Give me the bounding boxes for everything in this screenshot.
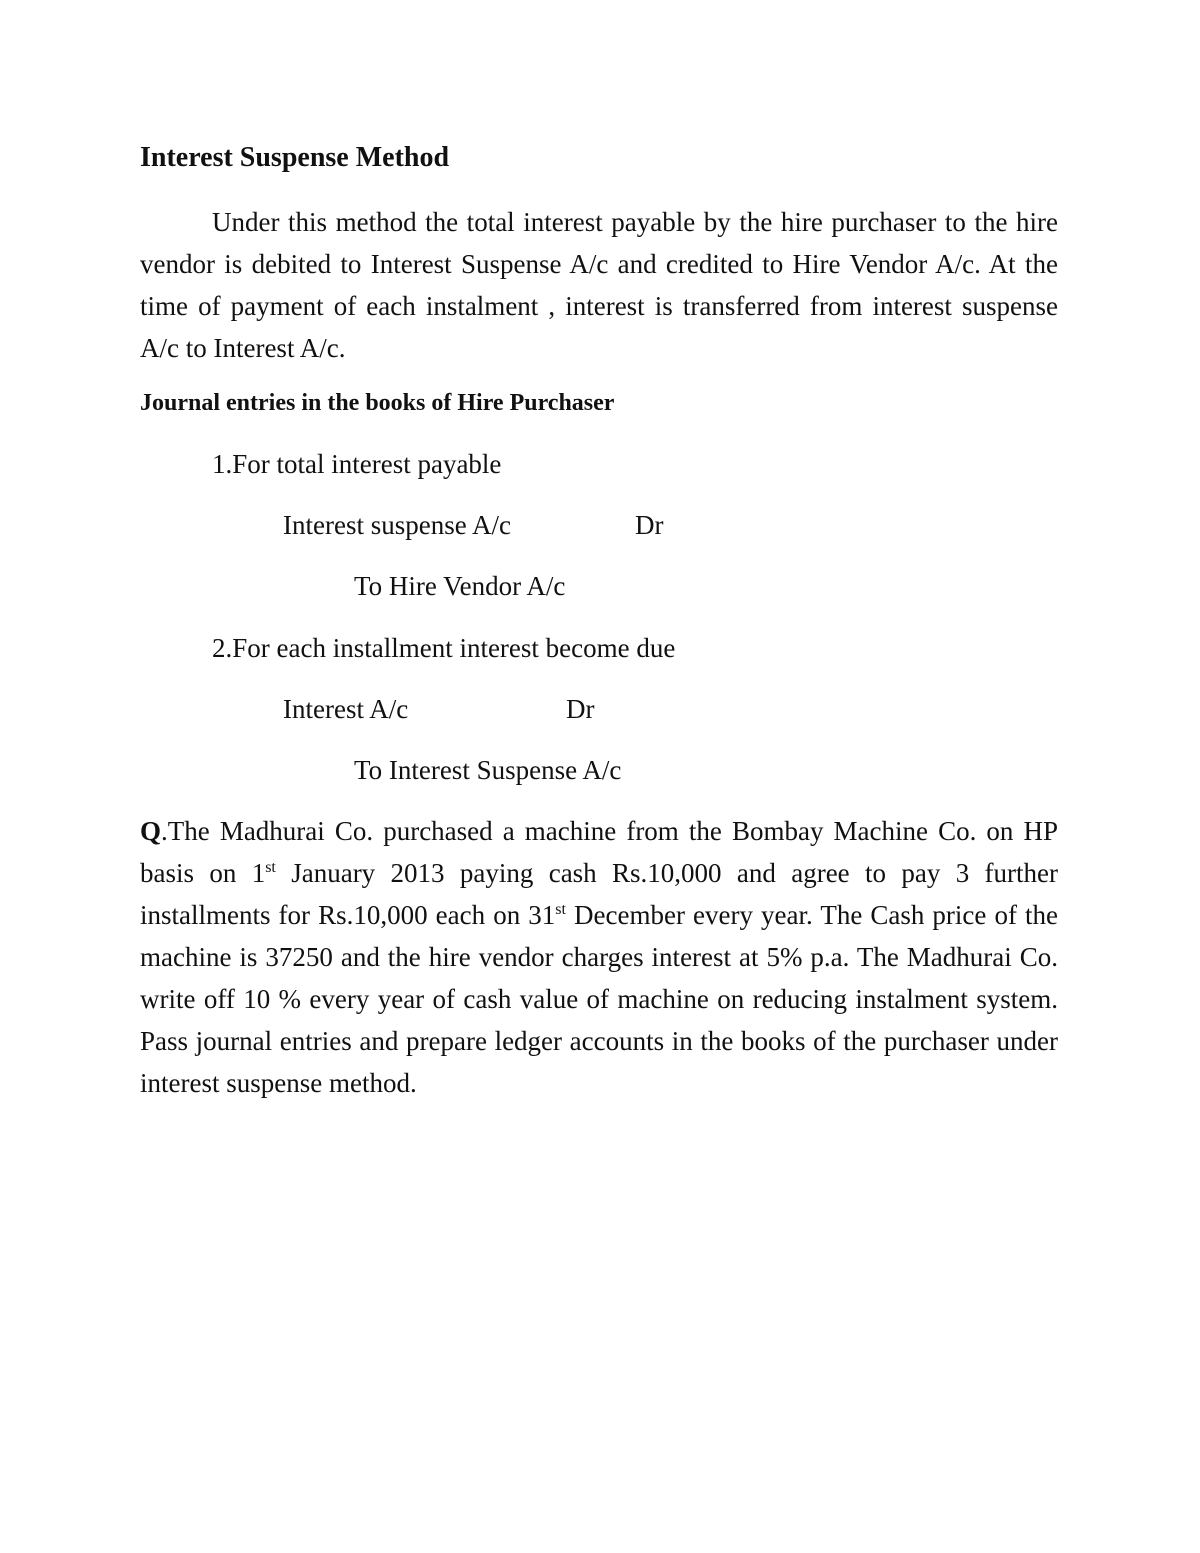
entry-1-title: 1.For total interest payable [212,449,502,479]
journal-heading: Journal entries in the books of Hire Purchaser [140,390,615,416]
entry-1-debit-account: Interest suspense A/c [283,510,511,540]
entry-2-dr-marker: Dr [566,694,595,724]
question-paragraph [140,810,1058,1104]
ordinal-suffix-1: st [265,859,276,876]
entry-1-credit-account: To Hire Vendor A/c [354,571,566,601]
question-text-part-3: December every year. The Cash price of the machine is 37250 and the hire vendor charges interest at 5% p.a. The Madhurai Co. write off 10 % every year of cash value of machine on reducing instalment system. Pass journal entries and prepare ledger accounts in the books of the purchaser under interest suspense method. [140,900,1059,1098]
ordinal-suffix-2: st [555,901,566,918]
entry-2-title: 2.For each installment interest become due [212,633,676,663]
entry-2-credit-account: To Interest Suspense A/c [354,755,622,785]
question-text-part-1: .The Madhurai Co. purchased a machine from the Bombay Machine Co. on HP basis on 1 [140,816,1058,888]
intro-paragraph [140,201,1058,369]
intro-text: Under this method the total interest payable by the hire purchaser to the hire vendor is debited to Interest Suspense A/c and credited to Hire Vendor A/c. At the time of payment of each instalment , interest is transferred from interest suspense A/c to Interest A/c. [140,207,1058,363]
section-heading: Interest Suspense Method [140,142,450,173]
entry-1-dr-marker: Dr [635,510,664,540]
question-text-part-2: January 2013 paying cash Rs.10,000 and agree to pay 3 further installments for Rs.10,000 each on 31 [140,858,1058,930]
question-label: Q [140,816,162,846]
entry-2-debit-account: Interest A/c [283,694,409,724]
